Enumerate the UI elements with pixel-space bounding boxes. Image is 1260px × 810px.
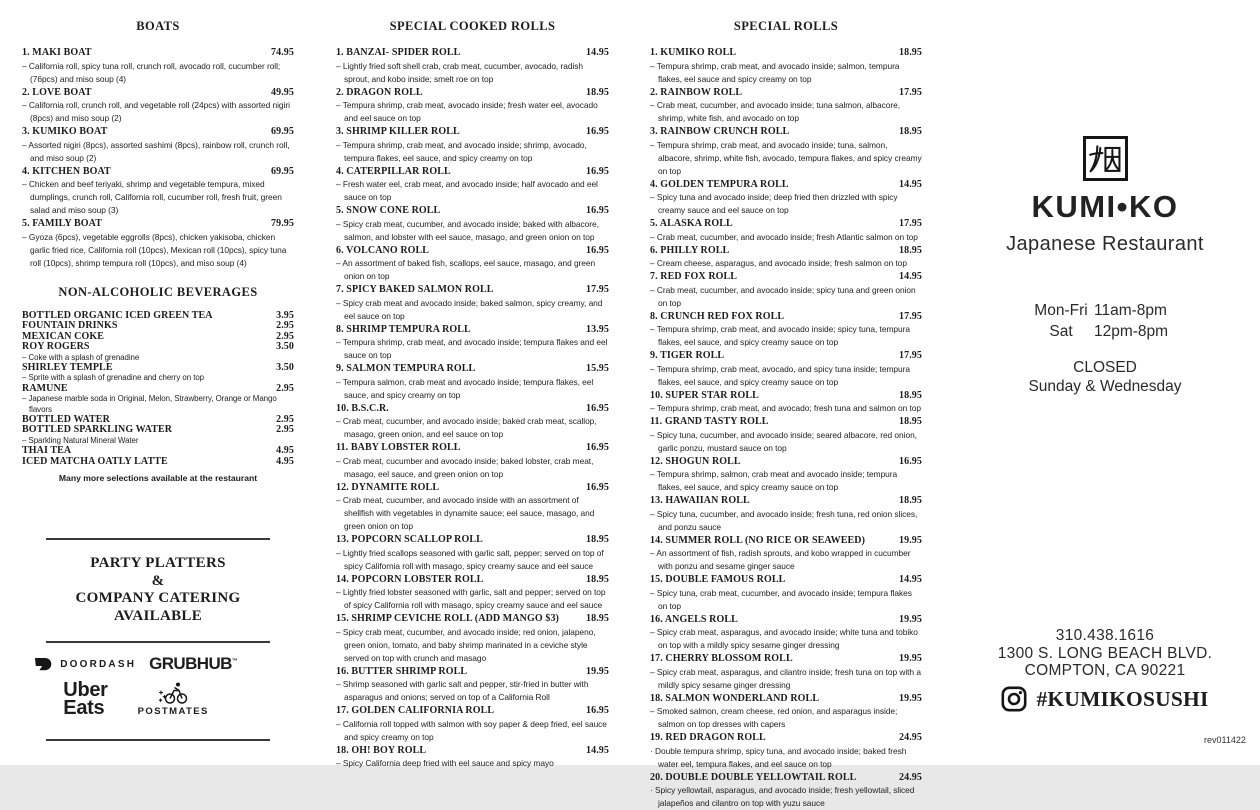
menu-item	[650, 494, 922, 534]
menu-item-name: 16. ANGELS ROLL	[650, 613, 738, 627]
menu-item-price: 18.95	[586, 86, 609, 100]
column-special-cooked-rolls	[336, 0, 609, 770]
menu-item-price: 16.95	[586, 704, 609, 718]
menu-item-description: – Coke with a splash of grenadine	[22, 353, 294, 363]
menu-item-name: 3. SHRIMP KILLER ROLL	[336, 125, 460, 139]
menu-item-name: 9. SALMON TEMPURA ROLL	[336, 362, 475, 376]
menu-item-name: MEXICAN COKE	[22, 332, 104, 342]
hours-row	[980, 321, 1230, 342]
menu-item-name: SHIRLEY TEMPLE	[22, 363, 113, 373]
menu-item-price: 17.95	[899, 217, 922, 231]
menu-item	[336, 86, 609, 126]
menu-item-name: ICED MATCHA OATLY LATTE	[22, 457, 168, 467]
menu-item	[336, 481, 609, 534]
menu-item-price: 4.95	[276, 446, 294, 456]
menu-item-description: – Shrimp seasoned with garlic salt and pepper, stir-fried in butter with asparagus and onions; served on top of a California Roll	[336, 678, 609, 704]
special-rolls-item-list	[650, 46, 922, 810]
hours-time: 12pm-8pm	[1094, 321, 1182, 342]
menu-item-name: BOTTLED ORGANIC ICED GREEN TEA	[22, 311, 213, 321]
menu-item	[336, 573, 609, 613]
doordash-label: DOORDASH	[60, 659, 136, 670]
menu-item-description: – Chicken and beef teriyaki, shrimp and vegetable tempura, mixed dumplings, crunch roll, California roll, cucumber roll, fresh fruit, green salad and miso soup (3)	[22, 178, 294, 217]
doordash-icon	[34, 657, 54, 671]
menu-item-name: 12. SHOGUN ROLL	[650, 455, 741, 469]
menu-item-name: 9. TIGER ROLL	[650, 349, 724, 363]
menu-item-name: 19. RED DRAGON ROLL	[650, 731, 766, 745]
menu-item-name: 5. ALASKA ROLL	[650, 217, 733, 231]
menu-item-price: 3.50	[276, 342, 294, 352]
hours-block	[980, 300, 1230, 342]
postmates-label: POSTMATES	[138, 706, 209, 717]
menu-item-description: – Spicy crab meat, asparagus, and avocado inside; white tuna and tobiko on top with a mildly spicy sesame ginger dressing	[650, 626, 922, 652]
menu-item	[650, 270, 922, 310]
boats-item-list	[22, 46, 294, 270]
menu-item-name: 1. MAKI BOAT	[22, 46, 92, 60]
menu-item-price: 2.95	[276, 332, 294, 342]
menu-item-description: – Tempura shrimp, crab meat, and avocado inside; tuna, salmon, albacore, shrimp, white fish, avocado, tempura flakes, and spicy creamy on top	[650, 139, 922, 178]
menu-item	[336, 204, 609, 244]
menu-item-price: 69.95	[271, 125, 294, 139]
menu-item	[22, 342, 294, 363]
menu-item-name: 10. SUPER STAR ROLL	[650, 389, 759, 403]
menu-item-price: 19.95	[899, 613, 922, 627]
menu-item-description: – Spicy crab meat and avocado inside; baked salmon, spicy creamy, and eel sauce on top	[336, 297, 609, 323]
menu-item-name: 8. SHRIMP TEMPURA ROLL	[336, 323, 471, 337]
menu-item	[336, 125, 609, 165]
menu-item-name: BOTTLED WATER	[22, 415, 110, 425]
menu-item-name: ROY ROGERS	[22, 342, 90, 352]
menu-item-name: 15. DOUBLE FAMOUS ROLL	[650, 573, 785, 587]
menu-item-price: 19.95	[899, 652, 922, 666]
menu-item	[650, 86, 922, 126]
menu-item	[22, 165, 294, 218]
menu-item-description: – Lightly fried lobster seasoned with garlic, salt and pepper; served on top of spicy California roll with masago, spicy creamy sauce and eel sauce	[336, 586, 609, 612]
menu-item	[650, 455, 922, 495]
brand-seal	[980, 136, 1230, 181]
menu-item	[336, 441, 609, 481]
menu-item-name: 15. SHRIMP CEVICHE ROLL (ADD MANGO $3)	[336, 612, 559, 626]
menu-item-description: – Crab meat, cucumber, and avocado inside; baked crab meat, scallop, masago, green onion, and eel sauce on top	[336, 415, 609, 441]
menu-item-description: – California roll topped with salmon with soy paper & deep fried, eel sauce and spicy creamy on top	[336, 718, 609, 744]
menu-item-price: 4.95	[276, 457, 294, 467]
menu-item-description: – Lightly fried soft shell crab, crab meat, cucumber, avocado, radish sprout, and kobo inside; smelt roe on top	[336, 60, 609, 86]
instagram-block	[980, 686, 1230, 712]
menu-item-name: 11. BABY LOBSTER ROLL	[336, 441, 461, 455]
menu-item	[22, 217, 294, 270]
menu-item-name: 17. GOLDEN CALIFORNIA ROLL	[336, 704, 494, 718]
cooked-rolls-section-title: SPECIAL COOKED ROLLS	[336, 20, 609, 33]
menu-item-price: 16.95	[586, 204, 609, 218]
menu-item-price: 16.95	[586, 481, 609, 495]
menu-item-price: 18.95	[899, 125, 922, 139]
platters-line: PARTY PLATTERS	[46, 555, 270, 573]
divider-line	[46, 739, 270, 741]
closed-block	[980, 358, 1230, 396]
menu-item	[336, 612, 609, 665]
menu-item	[336, 533, 609, 573]
menu-item-description: – Spicy crab meat, cucumber, and avocado inside; red onion, jalapeno, green onion, tomato, and baby shrimp marinated in a ceviche style served on top with crunch and masago	[336, 626, 609, 665]
menu-item-price: 2.95	[276, 425, 294, 435]
menu-item-name: 20. DOUBLE DOUBLE YELLOWTAIL ROLL	[650, 771, 856, 785]
delivery-logo-row-2	[0, 681, 272, 717]
menu-item	[650, 178, 922, 218]
phone-number: 310.438.1616	[980, 627, 1230, 645]
menu-item	[650, 771, 922, 810]
menu-item	[336, 402, 609, 442]
menu-item-description: – Spicy California deep fried with eel sauce and spicy mayo	[336, 757, 609, 770]
menu-item-description: – Tempura shrimp, crab meat, avocado inside; fresh water eel, avocado and eel sauce on top	[336, 99, 609, 125]
menu-item-description: – Gyoza (6pcs), vegetable eggrolls (8pcs), chicken yakisoba, chicken garlic fried rice, California roll (10pcs), Mexican roll (10pcs), spicy tuna roll (10pcs), shrimp tempura roll (10pcs), and miso soup (4)	[22, 231, 294, 270]
menu-item	[336, 323, 609, 363]
menu-item-description: – Tempura salmon, crab meat and avocado inside; tempura flakes, eel sauce, and spicy creamy on top	[336, 376, 609, 402]
special-rolls-section-title: SPECIAL ROLLS	[650, 20, 922, 33]
postmates-rider-icon	[158, 681, 188, 705]
menu-item-price: 2.95	[276, 415, 294, 425]
menu-item	[650, 217, 922, 244]
menu-item-price: 19.95	[899, 692, 922, 706]
menu-item-description: – Crab meat, cucumber, and avocado inside; tuna salmon, albacore, shrimp, white fish, and avocado on top	[650, 99, 922, 125]
menu-item	[650, 573, 922, 613]
menu-item-price: 17.95	[586, 283, 609, 297]
menu-item-description: – Assorted nigiri (8pcs), assorted sashimi (8pcs), rainbow roll, crunch roll, and miso soup (2)	[22, 139, 294, 165]
menu-item-name: 13. POPCORN SCALLOP ROLL	[336, 533, 483, 547]
menu-item-price: 16.95	[586, 402, 609, 416]
party-platters-block	[46, 538, 270, 625]
boats-section-title: BOATS	[22, 20, 294, 33]
menu-item-price: 16.95	[586, 244, 609, 258]
menu-item-name: 3. KUMIKO BOAT	[22, 125, 107, 139]
delivery-logos-block	[0, 654, 272, 717]
menu-item-description: – Spicy tuna, crab meat, cucumber, and avocado inside; tempura flakes on top	[650, 587, 922, 613]
menu-item-description: – Spicy crab meat, cucumber, and avocado inside; baked with albacore, salmon, and lobster with eel sauce, masago, and green onion on top	[336, 218, 609, 244]
beverages-section	[22, 286, 294, 483]
revision-code: rev011422	[1204, 735, 1246, 745]
menu-item-name: 6. VOLCANO ROLL	[336, 244, 429, 258]
menu-item-name: 1. KUMIKO ROLL	[650, 46, 736, 60]
grubhub-label: GRUBHUB	[149, 654, 232, 673]
menu-item	[650, 389, 922, 416]
uber-eats-logo	[63, 681, 107, 717]
menu-item-price: 3.50	[276, 363, 294, 373]
postmates-logo	[138, 681, 209, 717]
menu-item	[650, 652, 922, 692]
menu-item-description: – Fresh water eel, crab meat, and avocado inside; half avocado and eel sauce on top	[336, 178, 609, 204]
menu-item-name: BOTTLED SPARKLING WATER	[22, 425, 172, 435]
menu-item-description: – Cream cheese, asparagus, and avocado inside; fresh salmon on top	[650, 257, 922, 270]
menu-item-name: 16. BUTTER SHRIMP ROLL	[336, 665, 467, 679]
menu-item-name: 4. GOLDEN TEMPURA ROLL	[650, 178, 789, 192]
kumiko-kanji-icon	[1088, 142, 1122, 176]
menu-item-name: 12. DYNAMITE ROLL	[336, 481, 439, 495]
menu-item-price: 74.95	[271, 46, 294, 60]
menu-item	[22, 457, 294, 467]
column-special-rolls	[650, 0, 922, 810]
doordash-logo	[34, 657, 136, 671]
menu-item-description: – Tempura shrimp, crab meat, and avocado inside; salmon, tempura flakes, eel sauce and spicy creamy on top	[650, 60, 922, 86]
address-line2: COMPTON, CA 90221	[980, 662, 1230, 680]
beverages-item-list	[22, 311, 294, 467]
menu-item-price: 19.95	[586, 665, 609, 679]
menu-item-description: – Spicy crab meat, asparagus, and cilantro inside; fresh tuna on top with a mildly spicy sesame ginger dressing	[650, 666, 922, 692]
grubhub-logo	[149, 654, 238, 674]
menu-item	[22, 86, 294, 126]
menu-item-name: THAI TEA	[22, 446, 71, 456]
instagram-icon	[1001, 686, 1027, 712]
menu-item	[650, 692, 922, 732]
menu-item-name: 5. SNOW CONE ROLL	[336, 204, 440, 218]
menu-item-name: RAMUNE	[22, 384, 68, 394]
menu-item-name: 8. CRUNCH RED FOX ROLL	[650, 310, 784, 324]
menu-item-price: 14.95	[899, 178, 922, 192]
platters-line: COMPANY CATERING	[46, 590, 270, 608]
menu-item-price: 14.95	[586, 744, 609, 758]
closed-label: CLOSED	[980, 358, 1230, 377]
menu-item-price: 18.95	[899, 494, 922, 508]
menu-item-price: 3.95	[276, 311, 294, 321]
menu-item-description: – Tempura shrimp, crab meat, and avocado inside; spicy tuna, tempura flakes, eel sauce, and spicy creamy sauce on top	[650, 323, 922, 349]
menu-item	[336, 362, 609, 402]
menu-item-price: 2.95	[276, 321, 294, 331]
menu-item-price: 16.95	[586, 441, 609, 455]
hours-day: Sat	[1028, 321, 1094, 342]
menu-item-price: 24.95	[899, 731, 922, 745]
beverages-section-title: NON-ALCOHOLIC BEVERAGES	[22, 286, 294, 299]
kanji-seal-box	[1083, 136, 1128, 181]
menu-item	[650, 415, 922, 455]
menu-item-description: – Tempura shrimp, crab meat, and avocado inside; tempura flakes and eel sauce on top	[336, 336, 609, 362]
menu-item-name: 2. DRAGON ROLL	[336, 86, 423, 100]
menu-item-price: 16.95	[899, 455, 922, 469]
menu-item-name: 4. CATERPILLAR ROLL	[336, 165, 451, 179]
menu-item-price: 15.95	[586, 362, 609, 376]
menu-item-name: 5. FAMILY BOAT	[22, 217, 102, 231]
menu-item	[336, 665, 609, 705]
uber-eats-line2: Eats	[63, 699, 107, 717]
menu-item-price: 18.95	[899, 415, 922, 429]
divider-line	[46, 641, 270, 643]
hours-day: Mon-Fri	[1028, 300, 1094, 321]
menu-item-description: – Tempura shrimp, crab meat, avocado, and spicy tuna inside; tempura flakes, eel sauce, and spicy creamy sauce on top	[650, 363, 922, 389]
menu-item-name: 13. HAWAIIAN ROLL	[650, 494, 750, 508]
menu-item-name: 7. RED FOX ROLL	[650, 270, 737, 284]
menu-item-name: 4. KITCHEN BOAT	[22, 165, 111, 179]
menu-item-price: 17.95	[899, 86, 922, 100]
menu-item-name: 14. POPCORN LOBSTER ROLL	[336, 573, 483, 587]
delivery-logo-row-1	[0, 654, 272, 674]
menu-item-description: – Tempura shrimp, crab meat, and avocado inside; shrimp, avocado, tempura flakes, eel sauce, and spicy creamy on top	[336, 139, 609, 165]
menu-item-price: 2.95	[276, 384, 294, 394]
menu-item-description: – Crab meat, cucumber, and avocado inside; spicy tuna and green onion on top	[650, 284, 922, 310]
uber-eats-line1: Uber	[63, 681, 107, 699]
menu-item-name: 2. LOVE BOAT	[22, 86, 92, 100]
menu-item	[336, 283, 609, 323]
menu-item-name: 11. GRAND TASTY ROLL	[650, 415, 769, 429]
menu-item-price: 79.95	[271, 217, 294, 231]
menu-item	[22, 363, 294, 384]
menu-item-description: – Japanese marble soda in Original, Melon, Strawberry, Orange or Mango flavors	[22, 394, 294, 415]
menu-item-price: 49.95	[271, 86, 294, 100]
menu-item-name: FOUNTAIN DRINKS	[22, 321, 118, 331]
grubhub-trademark: ™	[232, 658, 238, 664]
beverages-note: Many more selections available at the restaurant	[22, 473, 294, 483]
menu-item-price: 14.95	[586, 46, 609, 60]
instagram-handle: #KUMIKOSUSHI	[1036, 687, 1208, 712]
menu-item	[336, 244, 609, 284]
menu-item-description: – California roll, crunch roll, and vegetable roll (24pcs) with assorted nigiri (8pcs) and miso soup (2)	[22, 99, 294, 125]
menu-item-price: 13.95	[586, 323, 609, 337]
platters-line: &	[46, 573, 270, 591]
menu-item	[336, 704, 609, 744]
closed-days: Sunday & Wednesday	[980, 377, 1230, 396]
menu-item	[336, 165, 609, 205]
menu-item	[22, 46, 294, 86]
menu-item	[22, 425, 294, 446]
menu-item-description: – Lightly fried scallops seasoned with garlic salt, pepper; served on top of spicy California roll with masago, spicy creamy sauce and eel sauce	[336, 547, 609, 573]
menu-item-price: 18.95	[586, 612, 609, 626]
brand-subtitle: Japanese Restaurant	[980, 233, 1230, 256]
brand-name: KUMI•KO	[980, 189, 1230, 225]
platters-line: AVAILABLE	[46, 608, 270, 626]
menu-item-description: – Smoked salmon, cream cheese, red onion, and asparagus inside; salmon on top dresses with capers	[650, 705, 922, 731]
menu-item-price: 24.95	[899, 771, 922, 785]
menu-item-description: – Crab meat, cucumber, and avocado inside with an assortment of shellfish with vegetables in dynamite sauce; eel sauce, masago, and green onion on top	[336, 494, 609, 533]
menu-item-description: – Crab meat, cucumber, and avocado inside; fresh Atlantic salmon on top	[650, 231, 922, 244]
menu-item	[22, 125, 294, 165]
menu-item	[650, 46, 922, 86]
menu-item-name: 1. BANZAI- SPIDER ROLL	[336, 46, 460, 60]
menu-item-name: 3. RAINBOW CRUNCH ROLL	[650, 125, 789, 139]
menu-item-description: – Tempura shrimp, crab meat, and avocado; fresh tuna and salmon on top	[650, 402, 922, 415]
menu-item-name: 2. RAINBOW ROLL	[650, 86, 742, 100]
menu-item	[650, 613, 922, 653]
menu-item	[650, 125, 922, 178]
menu-item	[650, 349, 922, 389]
menu-item-price: 17.95	[899, 310, 922, 324]
cooked-rolls-item-list	[336, 46, 609, 770]
column-boats	[22, 0, 294, 270]
menu-item-price: 14.95	[899, 270, 922, 284]
menu-item-price: 14.95	[899, 573, 922, 587]
hours-row	[980, 300, 1230, 321]
menu-item-name: 17. CHERRY BLOSSOM ROLL	[650, 652, 793, 666]
menu-item-name: 10. B.S.C.R.	[336, 402, 389, 416]
menu-item-price: 18.95	[899, 389, 922, 403]
menu-item-description: · Double tempura shrimp, spicy tuna, and avocado inside; baked fresh water eel, tempura flakes, and eel sauce on top	[650, 745, 922, 771]
menu-item-description: – Tempura shrimp, salmon, crab meat and avocado inside; tempura flakes, eel sauce, and spicy creamy sauce on top	[650, 468, 922, 494]
menu-item-description: – Spicy tuna, cucumber, and avocado inside; seared albacore, red onion, garlic ponzu, mustard sauce on top	[650, 429, 922, 455]
menu-item-price: 19.95	[899, 534, 922, 548]
contact-block	[980, 627, 1230, 680]
menu-item-description: – An assortment of fish, radish sprouts, and kobo wrapped in cucumber with ponzu and sesame ginger sauce	[650, 547, 922, 573]
menu-item-price: 69.95	[271, 165, 294, 179]
menu-item-description: – Sparkling Natural Mineral Water	[22, 436, 294, 446]
menu-item-price: 18.95	[586, 533, 609, 547]
menu-item-description: – Spicy tuna, cucumber, and avocado inside; fresh tuna, red onion slices, and ponzu sauce	[650, 508, 922, 534]
menu-item-description: · Spicy yellowtail, asparagus, and avocado inside; fresh yellowtail, sliced jalapeños and cilantro on top with yuzu sauce	[650, 784, 922, 810]
hours-time: 11am-8pm	[1094, 300, 1182, 321]
menu-item	[336, 46, 609, 86]
menu-item-description: – Crab meat, cucumber and avocado inside; baked lobster, crab meat, masago, eel sauce, and green onion on top	[336, 455, 609, 481]
menu-item-price: 18.95	[899, 244, 922, 258]
menu-item	[22, 384, 294, 415]
menu-item	[650, 731, 922, 771]
menu-item-description: – An assortment of baked fish, scallops, eel sauce, masago, and green onion on top	[336, 257, 609, 283]
menu-item-description: – Sprite with a splash of grenadine and cherry on top	[22, 373, 294, 383]
menu-item-name: 14. SUMMER ROLL (NO RICE OR SEAWEED)	[650, 534, 865, 548]
menu-item-price: 18.95	[586, 573, 609, 587]
menu-item-price: 18.95	[899, 46, 922, 60]
menu-item-price: 17.95	[899, 349, 922, 363]
menu-item-name: 6. PHILLY ROLL	[650, 244, 729, 258]
address-line1: 1300 S. LONG BEACH BLVD.	[980, 645, 1230, 663]
menu-item	[650, 534, 922, 574]
menu-item-name: 18. OH! BOY ROLL	[336, 744, 426, 758]
menu-item-name: 18. SALMON WONDERLAND ROLL	[650, 692, 819, 706]
menu-item-description: – California roll, spicy tuna roll, crunch roll, avocado roll, cucumber roll; (76pcs) and miso soup (4)	[22, 60, 294, 86]
menu-item	[336, 744, 609, 771]
menu-item-price: 16.95	[586, 165, 609, 179]
menu-item	[650, 244, 922, 271]
menu-item-description: – Spicy tuna and avocado inside; deep fried then drizzled with spicy creamy sauce and eel sauce on top	[650, 191, 922, 217]
menu-item-price: 16.95	[586, 125, 609, 139]
menu-item	[650, 310, 922, 350]
menu-item-name: 7. SPICY BAKED SALMON ROLL	[336, 283, 494, 297]
